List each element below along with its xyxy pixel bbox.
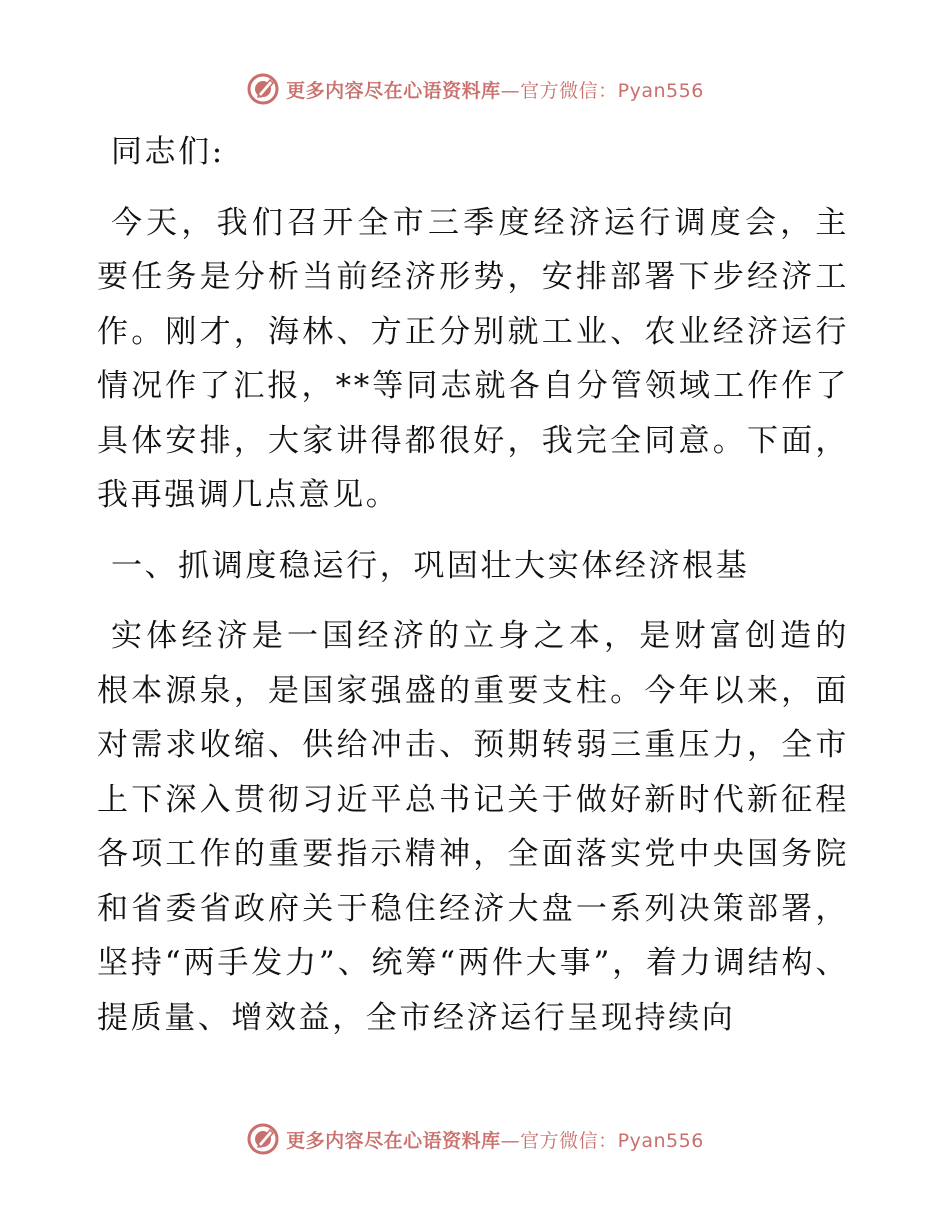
watermark-separator: — — [500, 1129, 521, 1152]
watermark-footer — [0, 1122, 950, 1156]
section-heading: 一、抓调度稳运行，巩固壮大实体经济根基 — [110, 547, 750, 584]
watermark-wechat: 官方微信：Pyan556 — [520, 1129, 704, 1152]
paragraph-body: 实体经济是一国经济的立身之本，是财富创造的根本源泉，是国家强盛的重要支柱。今年以来，面对需求收缩、供给冲击、预期转弱三重压力，全市上下深入贯彻习近平总书记关于做好新时代新征程各项工作的重要指示精神，全面落实党中央国务院和省委省政府关于稳住经济大盘一系列决策部署，坚持“两手发力”、统筹“两件大事”，着力调结构、提质量、增效益，全市经济运行呈现持续向 — [97, 618, 849, 1036]
pen-logo-icon — [246, 72, 280, 106]
document-body — [97, 125, 849, 1045]
pen-logo-icon — [246, 1122, 280, 1156]
watermark-header — [0, 72, 950, 106]
watermark-text — [286, 1126, 704, 1153]
salutation: 同志们: — [110, 134, 225, 170]
watermark-text — [286, 76, 704, 103]
watermark-wechat: 官方微信：Pyan556 — [520, 79, 704, 102]
watermark-brand: 更多内容尽在心语资料库 — [286, 79, 501, 102]
watermark-brand: 更多内容尽在心语资料库 — [286, 1129, 501, 1152]
paragraph-intro: 今天，我们召开全市三季度经济运行调度会，主要任务是分析当前经济形势，安排部署下步经济工作。刚才，海林、方正分别就工业、农业经济运行情况作了汇报，**等同志就各自分管领域工作作了具体安排，大家讲得都很好，我完全同意。下面，我再强调几点意见。 — [97, 204, 849, 513]
watermark-separator: — — [500, 79, 521, 102]
